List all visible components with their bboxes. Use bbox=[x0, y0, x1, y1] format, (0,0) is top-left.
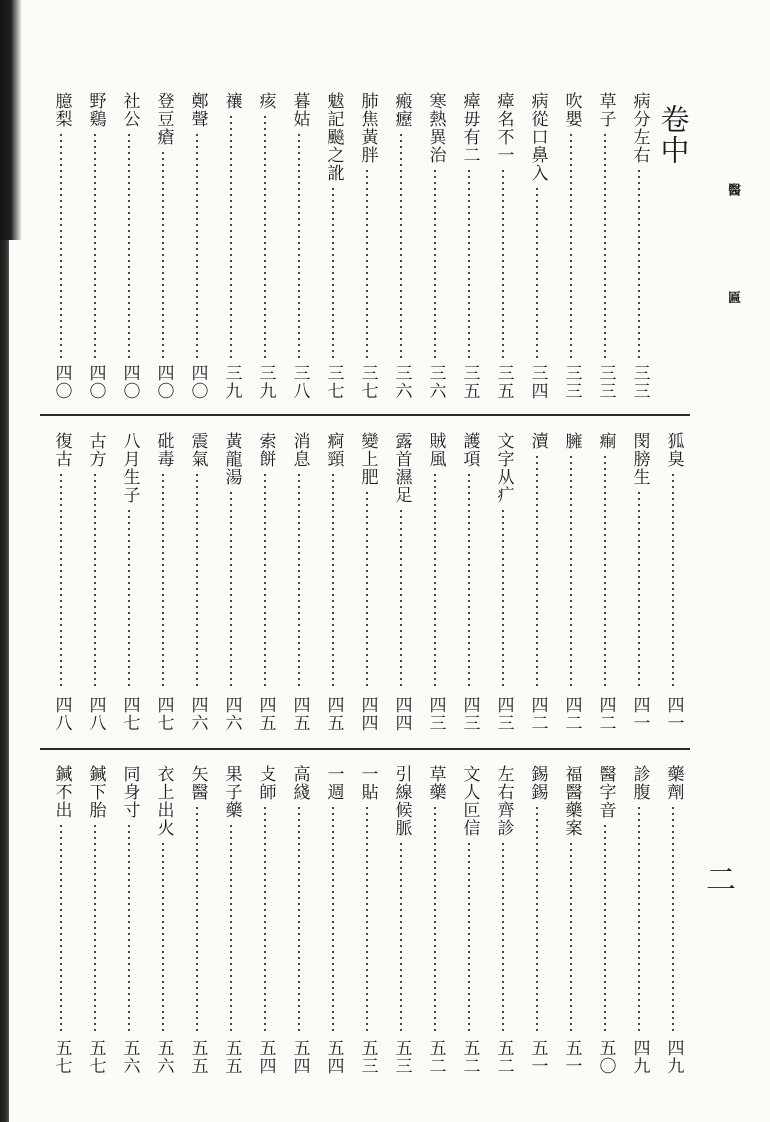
toc-entry-label: 痸 bbox=[595, 432, 616, 450]
dot-leader bbox=[332, 186, 334, 358]
dot-leader bbox=[468, 841, 470, 1033]
dot-leader bbox=[162, 472, 164, 690]
toc-entry-label: 吹嬰 bbox=[561, 92, 582, 128]
dot-leader bbox=[196, 805, 198, 1033]
dot-leader bbox=[298, 472, 300, 690]
toc-entry-label: 護項 bbox=[459, 432, 480, 468]
toc-entry-page: 三五 bbox=[459, 364, 480, 400]
toc-entry-page: 四三 bbox=[459, 696, 480, 732]
toc-entry-label: 瘴毋有二 bbox=[459, 92, 480, 164]
toc-entry-label: 消息 bbox=[289, 432, 310, 468]
dot-leader bbox=[366, 805, 368, 1033]
toc-entry-label: 露首濕足 bbox=[391, 432, 412, 504]
dot-leader bbox=[434, 472, 436, 690]
toc-entry-label: 引線候脈 bbox=[391, 765, 412, 837]
toc-entry bbox=[214, 765, 248, 1075]
toc-entry bbox=[452, 92, 486, 400]
toc-entry-label: 醫字音 bbox=[595, 765, 616, 819]
dot-leader bbox=[230, 823, 232, 1033]
section-title-column bbox=[656, 92, 690, 400]
toc-entry-page: 四三 bbox=[493, 696, 514, 732]
dot-leader bbox=[162, 841, 164, 1033]
toc-entry-label: 肺焦黃胖 bbox=[357, 92, 378, 164]
toc-entry-page: 四六 bbox=[221, 696, 242, 732]
toc-entry-page: 四〇 bbox=[85, 364, 106, 400]
toc-entry-page: 四五 bbox=[255, 696, 276, 732]
toc-entry-page: 四五 bbox=[289, 696, 310, 732]
dot-leader bbox=[264, 805, 266, 1033]
toc-entry bbox=[554, 432, 588, 732]
toc-entry bbox=[180, 432, 214, 732]
toc-entry-label: 瘴名不一 bbox=[493, 92, 514, 164]
toc-entry-label: 病分左右 bbox=[629, 92, 650, 164]
toc-entry-label: 寒熱異治 bbox=[425, 92, 446, 164]
dot-leader bbox=[332, 472, 334, 690]
dot-leader bbox=[298, 805, 300, 1033]
toc-entry-page: 三六 bbox=[425, 364, 446, 400]
toc-entry bbox=[622, 765, 656, 1075]
toc-entry-label: 果子藥 bbox=[221, 765, 242, 819]
toc-entry-page: 五五 bbox=[187, 1039, 208, 1075]
toc-entry-page: 四五 bbox=[323, 696, 344, 732]
dot-leader bbox=[468, 168, 470, 358]
book-spine-shadow-top bbox=[0, 0, 22, 240]
toc-entry bbox=[316, 432, 350, 732]
toc-entry-page: 五四 bbox=[323, 1039, 344, 1075]
toc-entry-page: 四一 bbox=[629, 696, 650, 732]
dot-leader bbox=[502, 841, 504, 1033]
toc-entry bbox=[418, 432, 452, 732]
toc-entry-label: 病從口鼻入 bbox=[527, 92, 548, 182]
divider-rule bbox=[40, 748, 690, 750]
toc-entry-page: 四〇 bbox=[153, 364, 174, 400]
toc-entry-label: 八月生子 bbox=[119, 432, 140, 504]
toc-entry-label: 瘢癧 bbox=[391, 92, 412, 128]
toc-entry-label: 社公 bbox=[119, 92, 140, 128]
toc-entry-page: 四四 bbox=[391, 696, 412, 732]
dot-leader bbox=[638, 490, 640, 690]
toc-entry-label: 砒毒 bbox=[153, 432, 174, 468]
toc-entry-page: 四八 bbox=[85, 696, 106, 732]
dot-leader bbox=[638, 168, 640, 358]
toc-entry-page: 五三 bbox=[357, 1039, 378, 1075]
toc-entry-label: 矢醫 bbox=[187, 765, 208, 801]
toc-band-2 bbox=[40, 432, 690, 732]
dot-leader bbox=[366, 490, 368, 690]
dot-leader bbox=[128, 823, 130, 1033]
toc-entry bbox=[78, 92, 112, 400]
dot-leader bbox=[196, 132, 198, 358]
toc-entry bbox=[282, 432, 316, 732]
toc-entry bbox=[316, 765, 350, 1075]
toc-entry-page: 三四 bbox=[527, 364, 548, 400]
toc-entry-page: 三五 bbox=[493, 364, 514, 400]
toc-entry bbox=[180, 765, 214, 1075]
dot-leader bbox=[60, 823, 62, 1033]
toc-entry bbox=[248, 92, 282, 400]
dot-leader bbox=[468, 472, 470, 690]
toc-entry bbox=[384, 92, 418, 400]
toc-entry-page: 三九 bbox=[221, 364, 242, 400]
page-header: 醫 匾 bbox=[725, 183, 740, 349]
toc-entry bbox=[588, 432, 622, 732]
toc-entry bbox=[384, 765, 418, 1075]
toc-entry-label: 賊風 bbox=[425, 432, 446, 468]
dot-leader bbox=[128, 132, 130, 358]
toc-entry bbox=[418, 92, 452, 400]
toc-entry-page: 四九 bbox=[629, 1039, 650, 1075]
toc-entry-page: 四六 bbox=[187, 696, 208, 732]
toc-entry-page: 四三 bbox=[425, 696, 446, 732]
toc-entry-label: 左右齊診 bbox=[493, 765, 514, 837]
dot-leader bbox=[298, 132, 300, 358]
toc-entry bbox=[282, 92, 316, 400]
toc-entry bbox=[588, 92, 622, 400]
toc-entry bbox=[350, 92, 384, 400]
dot-leader bbox=[604, 454, 606, 690]
toc-entry bbox=[350, 432, 384, 732]
toc-entry-label: 錫錫 bbox=[527, 765, 548, 801]
toc-entry bbox=[146, 765, 180, 1075]
toc-entry-label: 臃 bbox=[561, 432, 582, 450]
toc-entry-page: 四九 bbox=[663, 1039, 684, 1075]
toc-entry-label: 瀆 bbox=[527, 432, 548, 450]
toc-entry bbox=[554, 765, 588, 1075]
toc-entry-page: 三三 bbox=[561, 364, 582, 400]
toc-entry-label: 攴師 bbox=[255, 765, 276, 801]
toc-band-1 bbox=[40, 92, 690, 400]
dot-leader bbox=[94, 823, 96, 1033]
dot-leader bbox=[230, 114, 232, 358]
toc-entry bbox=[44, 432, 78, 732]
toc-entry-label: 震氣 bbox=[187, 432, 208, 468]
toc-entry-page: 四〇 bbox=[51, 364, 72, 400]
toc-entry bbox=[452, 432, 486, 732]
dot-leader bbox=[604, 823, 606, 1033]
toc-entry-page: 三七 bbox=[323, 364, 344, 400]
toc-entry-label: 古方 bbox=[85, 432, 106, 468]
toc-entry bbox=[384, 432, 418, 732]
toc-entry-page: 四八 bbox=[51, 696, 72, 732]
toc-entry bbox=[520, 432, 554, 732]
toc-entry bbox=[248, 432, 282, 732]
dot-leader bbox=[196, 472, 198, 690]
toc-entry-page: 四二 bbox=[561, 696, 582, 732]
toc-entry bbox=[112, 432, 146, 732]
dot-leader bbox=[94, 472, 96, 690]
toc-entry-page: 五四 bbox=[289, 1039, 310, 1075]
toc-entry-label: 文字从疒 bbox=[493, 432, 514, 504]
dot-leader bbox=[536, 186, 538, 358]
toc-entry-label: 狐臭 bbox=[663, 432, 684, 468]
toc-entry bbox=[588, 765, 622, 1075]
toc-entry-page: 三六 bbox=[391, 364, 412, 400]
toc-entry bbox=[486, 432, 520, 732]
dot-leader bbox=[434, 168, 436, 358]
dot-leader bbox=[502, 168, 504, 358]
toc-entry bbox=[418, 765, 452, 1075]
dot-leader bbox=[604, 132, 606, 358]
toc-entry-page: 五一 bbox=[527, 1039, 548, 1075]
toc-entry-page: 四〇 bbox=[187, 364, 208, 400]
toc-entry-page: 四二 bbox=[527, 696, 548, 732]
toc-entry-label: 衣上出火 bbox=[153, 765, 174, 837]
toc-entry-label: 一貼 bbox=[357, 765, 378, 801]
toc-entry-label: 草藥 bbox=[425, 765, 446, 801]
toc-entry-label: 同身寸 bbox=[119, 765, 140, 819]
dot-leader bbox=[434, 805, 436, 1033]
toc-entry bbox=[44, 765, 78, 1075]
section-title: 卷中 bbox=[656, 104, 691, 166]
toc-entry-label: 登豆瘡 bbox=[153, 92, 174, 146]
toc-entry-page: 四〇 bbox=[119, 364, 140, 400]
dot-leader bbox=[230, 490, 232, 690]
dot-leader bbox=[502, 508, 504, 690]
dot-leader bbox=[536, 454, 538, 690]
toc-entry-label: 藥劑 bbox=[663, 765, 684, 801]
dot-leader bbox=[570, 454, 572, 690]
toc-entry-label: 福醫藥案 bbox=[561, 765, 582, 837]
toc-entry-label: 草子 bbox=[595, 92, 616, 128]
toc-entry-label: 閔膀生 bbox=[629, 432, 650, 486]
dot-leader bbox=[400, 508, 402, 690]
toc-entry-page: 三七 bbox=[357, 364, 378, 400]
toc-entry bbox=[146, 432, 180, 732]
toc-entry-label: 痎 bbox=[255, 92, 276, 110]
dot-leader bbox=[400, 841, 402, 1033]
toc-entry bbox=[214, 432, 248, 732]
toc-entry-page: 五四 bbox=[255, 1039, 276, 1075]
toc-entry-page: 五二 bbox=[493, 1039, 514, 1075]
toc-entry-label: 一週 bbox=[323, 765, 344, 801]
dot-leader bbox=[332, 805, 334, 1033]
dot-leader bbox=[672, 472, 674, 690]
dot-leader bbox=[570, 841, 572, 1033]
toc-entry bbox=[520, 92, 554, 400]
toc-entry-page: 四四 bbox=[357, 696, 378, 732]
toc-entry bbox=[248, 765, 282, 1075]
toc-entry-page: 三三 bbox=[595, 364, 616, 400]
toc-entry bbox=[350, 765, 384, 1075]
dot-leader bbox=[60, 472, 62, 690]
toc-entry bbox=[656, 765, 690, 1075]
toc-entry-page: 四七 bbox=[153, 696, 174, 732]
dot-leader bbox=[638, 805, 640, 1033]
dot-leader bbox=[60, 132, 62, 358]
toc-entry-page: 五六 bbox=[119, 1039, 140, 1075]
toc-entry-label: 魃記飈之訛 bbox=[323, 92, 344, 182]
toc-entry bbox=[180, 92, 214, 400]
toc-entry-label: 黃龍湯 bbox=[221, 432, 242, 486]
dot-leader bbox=[570, 132, 572, 358]
toc-entry bbox=[486, 765, 520, 1075]
toc-entry-page: 五七 bbox=[85, 1039, 106, 1075]
toc-entry-label: 高綫 bbox=[289, 765, 310, 801]
dot-leader bbox=[264, 472, 266, 690]
toc-entry-label: 痾頸 bbox=[323, 432, 344, 468]
toc-entry bbox=[316, 92, 350, 400]
dot-leader bbox=[264, 114, 266, 358]
toc-entry bbox=[282, 765, 316, 1075]
toc-entry-page: 三八 bbox=[289, 364, 310, 400]
toc-entry bbox=[112, 765, 146, 1075]
dot-leader bbox=[128, 508, 130, 690]
toc-entry-label: 診腹 bbox=[629, 765, 650, 801]
toc-entry bbox=[112, 92, 146, 400]
dot-leader bbox=[94, 132, 96, 358]
toc-entry bbox=[44, 92, 78, 400]
toc-entry-label: 索餅 bbox=[255, 432, 276, 468]
toc-entry-label: 鍼不出 bbox=[51, 765, 72, 819]
toc-entry bbox=[622, 92, 656, 400]
toc-entry-page: 五二 bbox=[425, 1039, 446, 1075]
dot-leader bbox=[366, 168, 368, 358]
dot-leader bbox=[536, 805, 538, 1033]
toc-entry-page: 五〇 bbox=[595, 1039, 616, 1075]
toc-entry-page: 五五 bbox=[221, 1039, 242, 1075]
toc-entry-label: 野鷄 bbox=[85, 92, 106, 128]
toc-entry bbox=[78, 432, 112, 732]
divider-rule bbox=[40, 414, 690, 416]
toc-entry-page: 五六 bbox=[153, 1039, 174, 1075]
dot-leader bbox=[400, 132, 402, 358]
toc-entry bbox=[214, 92, 248, 400]
toc-entry-page: 五七 bbox=[51, 1039, 72, 1075]
page-number: 二 bbox=[706, 863, 736, 898]
toc-entry bbox=[78, 765, 112, 1075]
toc-entry-page: 四七 bbox=[119, 696, 140, 732]
toc-entry-page: 五二 bbox=[459, 1039, 480, 1075]
toc-entry-label: 臆梨 bbox=[51, 92, 72, 128]
toc-entry-label: 文人叵信 bbox=[459, 765, 480, 837]
toc-entry-label: 禳 bbox=[221, 92, 242, 110]
toc-entry bbox=[554, 92, 588, 400]
toc-entry bbox=[656, 432, 690, 732]
toc-entry bbox=[146, 92, 180, 400]
toc-entry-page: 五三 bbox=[391, 1039, 412, 1075]
toc-entry bbox=[452, 765, 486, 1075]
toc-entry-page: 三三 bbox=[629, 364, 650, 400]
toc-entry-label: 鍼下胎 bbox=[85, 765, 106, 819]
toc-entry-label: 鄭聲 bbox=[187, 92, 208, 128]
toc-entry-page: 四一 bbox=[663, 696, 684, 732]
toc-entry bbox=[486, 92, 520, 400]
toc-entry-page: 三九 bbox=[255, 364, 276, 400]
toc-entry bbox=[622, 432, 656, 732]
toc-entry-page: 四二 bbox=[595, 696, 616, 732]
toc-entry-label: 暮姑 bbox=[289, 92, 310, 128]
dot-leader bbox=[672, 805, 674, 1033]
toc-entry-page: 五一 bbox=[561, 1039, 582, 1075]
toc-entry-label: 復古 bbox=[51, 432, 72, 468]
toc-band-3 bbox=[40, 765, 690, 1075]
dot-leader bbox=[162, 150, 164, 358]
toc-entry-label: 變上肥 bbox=[357, 432, 378, 486]
toc-entry bbox=[520, 765, 554, 1075]
